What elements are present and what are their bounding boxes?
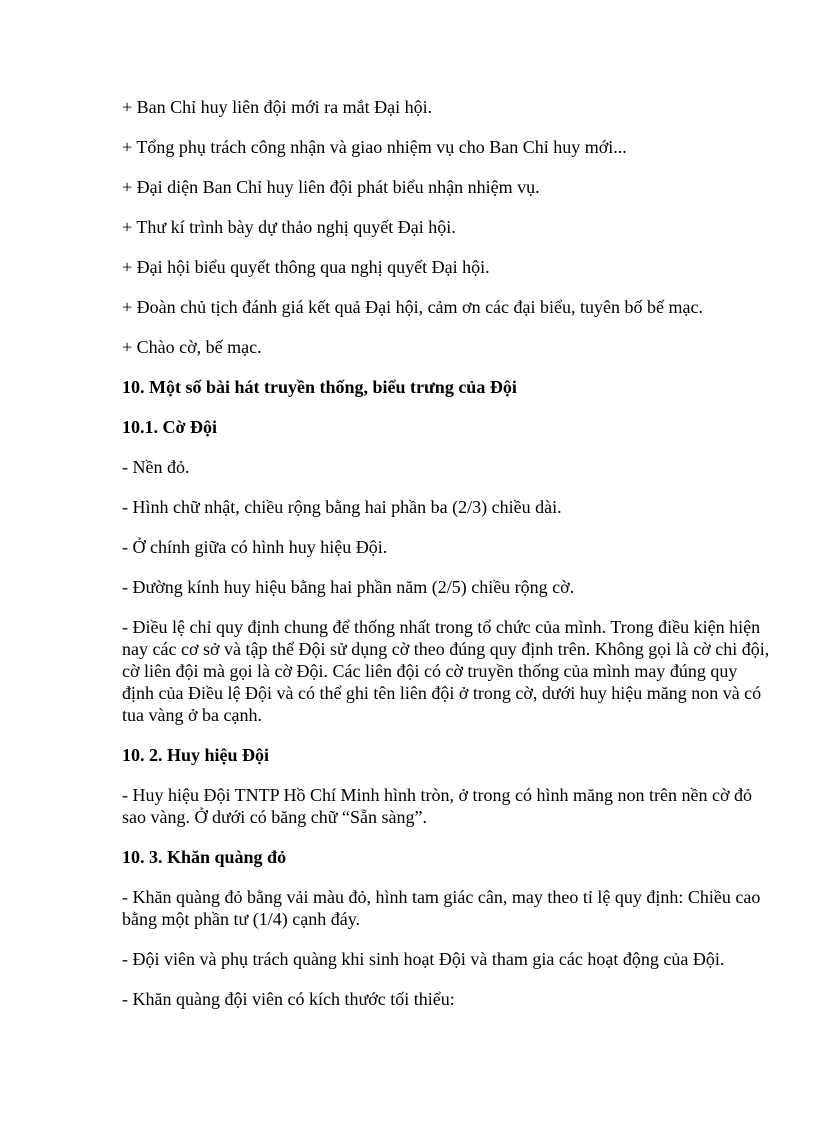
list-item: + Ban Chỉ huy liên đội mới ra mắt Đại hội.	[122, 97, 433, 117]
list-item: - Nền đỏ.	[122, 457, 190, 477]
list-item: + Chào cờ, bế mạc.	[122, 337, 262, 357]
paragraph: - Khăn quàng đỏ bằng vải màu đỏ, hình tam giác cân, may theo tỉ lệ quy định: Chiều cao bằng một phần tư (1/4) cạnh đáy.	[122, 887, 761, 929]
subsection-heading-badge: 10. 2. Huy hiệu Đội	[122, 745, 270, 765]
paragraph: - Điều lệ chỉ quy định chung để thống nhất trong tổ chức của mình. Trong điều kiện hiện nay các cơ sở và tập thể Đội sử dụng cờ theo đúng quy định trên. Không gọi là cờ chi đội, cờ liên đội mà gọi là cờ Đội. Các liên đội có cờ truyền thống của mình may đúng quy định của Điều lệ Đội và có thể ghi tên liên đội ở trong cờ, dưới huy hiệu măng non và có tua vàng ở ba cạnh.	[122, 617, 770, 725]
list-item: + Tổng phụ trách công nhận và giao nhiệm vụ cho Ban Chỉ huy mới...	[122, 137, 627, 157]
list-item: - Đội viên và phụ trách quàng khi sinh hoạt Đội và tham gia các hoạt động của Đội.	[122, 949, 725, 969]
subsection-heading-flag: 10.1. Cờ Đội	[122, 417, 217, 437]
list-item: + Đại hội biểu quyết thông qua nghị quyết Đại hội.	[122, 257, 490, 277]
document-body	[122, 96, 772, 1028]
paragraph: - Huy hiệu Đội TNTP Hồ Chí Minh hình tròn, ở trong có hình măng non trên nền cờ đỏ sao vàng. Ở dưới có băng chữ “Sẵn sàng”.	[122, 785, 752, 827]
list-item: - Ở chính giữa có hình huy hiệu Đội.	[122, 537, 388, 557]
section-heading: 10. Một số bài hát truyền thống, biểu trưng của Đội	[122, 377, 517, 397]
list-item: + Đoàn chủ tịch đánh giá kết quả Đại hội, cảm ơn các đại biểu, tuyên bố bế mạc.	[122, 297, 703, 317]
list-item: - Hình chữ nhật, chiều rộng bằng hai phần ba (2/3) chiều dài.	[122, 497, 562, 517]
list-item: - Khăn quàng đội viên có kích thước tối thiểu:	[122, 989, 455, 1009]
subsection-heading-scarf: 10. 3. Khăn quàng đỏ	[122, 847, 287, 867]
list-item: + Đại diện Ban Chỉ huy liên đội phát biểu nhận nhiệm vụ.	[122, 177, 540, 197]
list-item: - Đường kính huy hiệu bằng hai phần năm (2/5) chiều rộng cờ.	[122, 577, 575, 597]
list-item: + Thư kí trình bày dự thảo nghị quyết Đại hội.	[122, 217, 456, 237]
